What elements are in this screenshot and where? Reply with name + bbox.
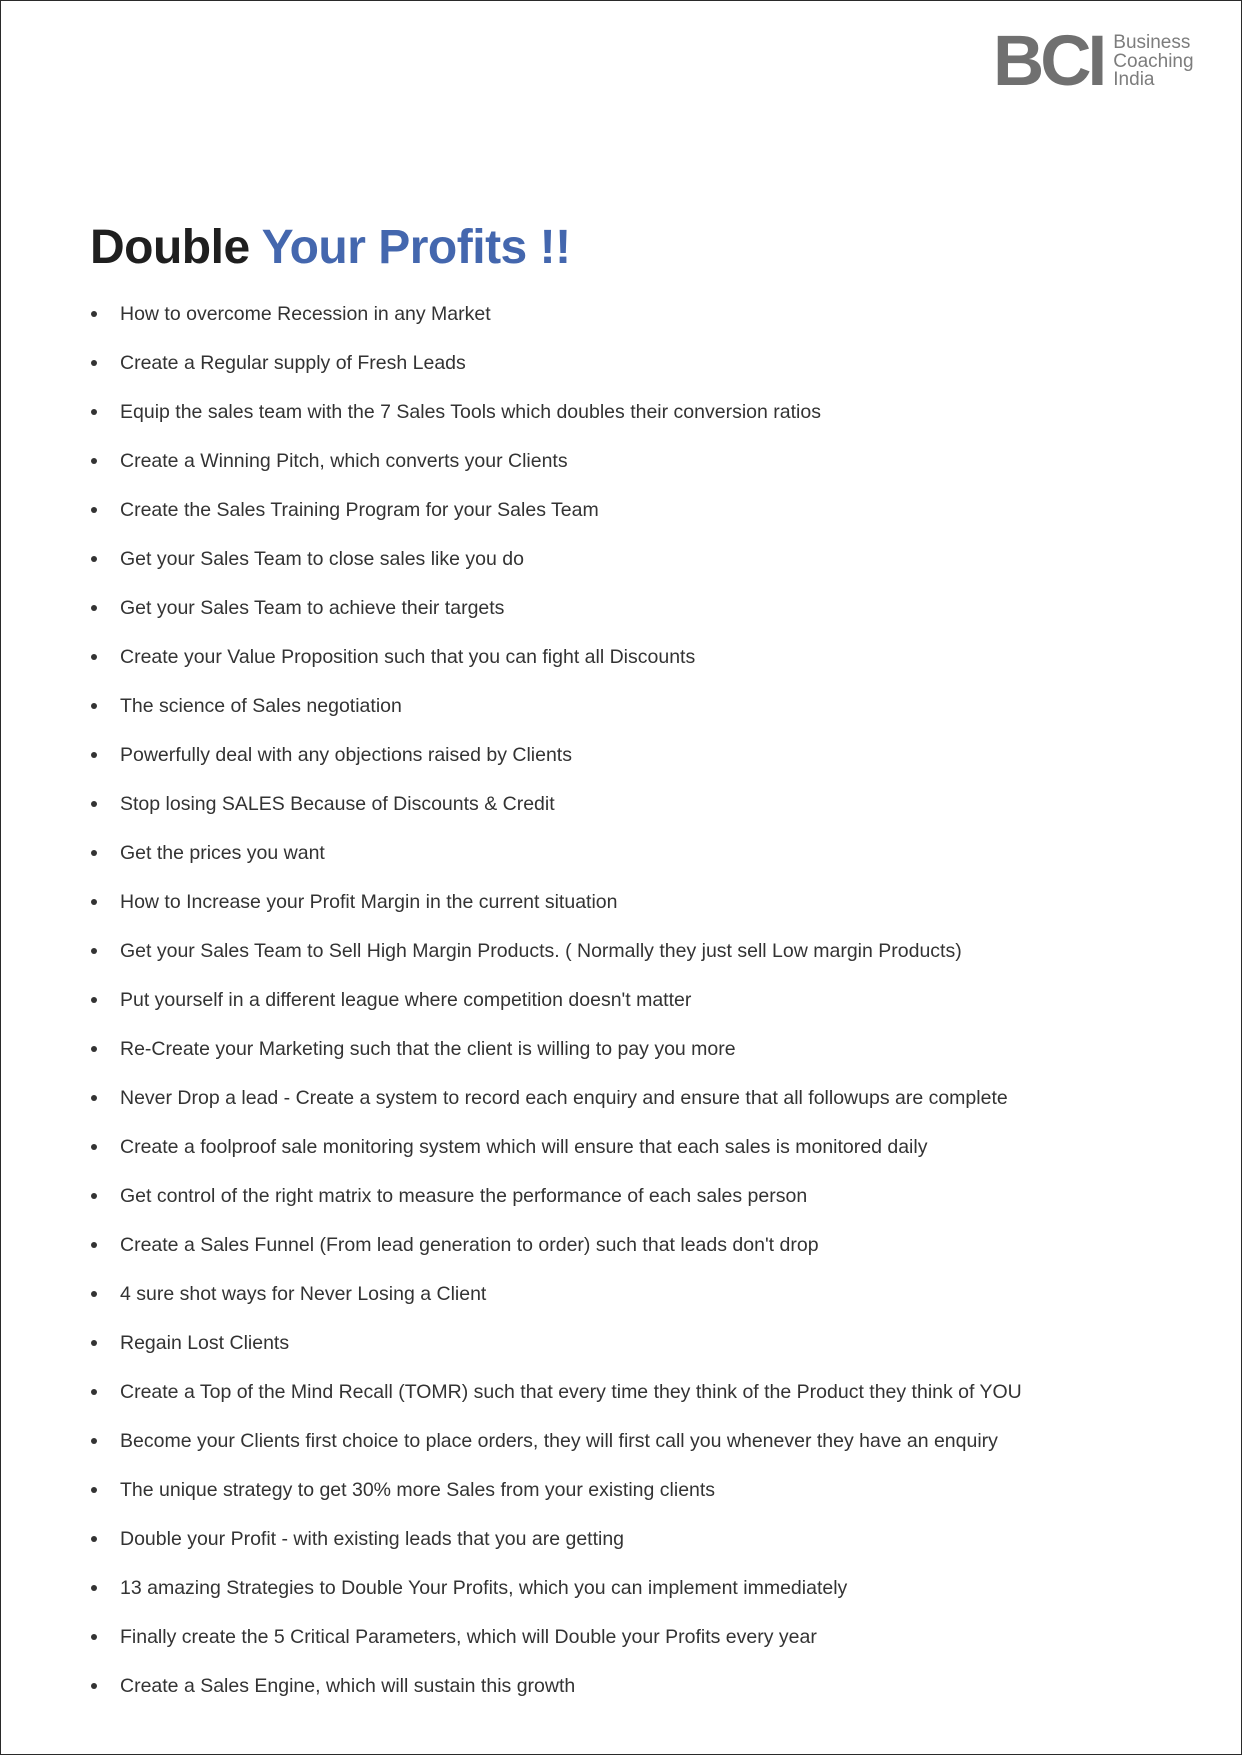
bullet-dot-icon — [91, 458, 97, 464]
list-item — [90, 1127, 1200, 1176]
bullet-dot-icon — [91, 1291, 97, 1297]
list-item — [90, 588, 1200, 637]
list-item-text: Get control of the right matrix to measure the performance of each sales person — [120, 1185, 808, 1207]
bullet-dot-icon — [91, 1242, 97, 1248]
page-title — [90, 218, 571, 278]
bullet-dot-icon — [91, 605, 97, 611]
list-item-text: Become your Clients first choice to place orders, they will first call you whenever they have an enquiry — [120, 1430, 998, 1452]
bullet-dot-icon — [91, 1144, 97, 1150]
title-lead: Double — [90, 221, 250, 274]
list-item — [90, 784, 1200, 833]
logo-mark: BCI — [993, 22, 1104, 101]
list-item-text: The unique strategy to get 30% more Sales from your existing clients — [120, 1479, 716, 1501]
bullet-dot-icon — [91, 899, 97, 905]
list-item — [90, 1372, 1200, 1421]
list-item — [90, 490, 1200, 539]
list-item — [90, 1519, 1200, 1568]
list-item-text: Create a foolproof sale monitoring system which will ensure that each sales is monitored daily — [120, 1136, 928, 1158]
list-item-text: 13 amazing Strategies to Double Your Profits, which you can implement immediately — [120, 1577, 848, 1599]
bullet-dot-icon — [91, 752, 97, 758]
bullet-dot-icon — [91, 311, 97, 317]
list-item-text: Create your Value Proposition such that you can fight all Discounts — [120, 646, 696, 668]
bullet-dot-icon — [91, 1095, 97, 1101]
list-item — [90, 735, 1200, 784]
list-item-text: Equip the sales team with the 7 Sales Tools which doubles their conversion ratios — [120, 401, 821, 423]
list-item — [90, 882, 1200, 931]
list-item-text: Create a Winning Pitch, which converts your Clients — [120, 450, 568, 472]
list-item-text: Double your Profit - with existing leads that you are getting — [120, 1528, 625, 1550]
list-item — [90, 1568, 1200, 1617]
list-item — [90, 294, 1200, 343]
bullet-dot-icon — [91, 1340, 97, 1346]
bullet-dot-icon — [91, 1438, 97, 1444]
logo-line-business: Business — [1113, 32, 1191, 54]
bullet-dot-icon — [91, 1487, 97, 1493]
bullet-dot-icon — [91, 1634, 97, 1640]
list-item-text: 4 sure shot ways for Never Losing a Client — [120, 1283, 487, 1305]
bullet-dot-icon — [91, 997, 97, 1003]
bullet-dot-icon — [91, 850, 97, 856]
list-item-text: Re-Create your Marketing such that the client is willing to pay you more — [120, 1038, 736, 1060]
logo-line-coaching: Coaching — [1113, 50, 1194, 72]
bullet-dot-icon — [91, 1193, 97, 1199]
bullet-dot-icon — [91, 703, 97, 709]
list-item-text: Powerfully deal with any objections raised by Clients — [120, 744, 572, 766]
logo-wordmark — [1113, 34, 1193, 90]
list-item — [90, 637, 1200, 686]
list-item-text: Regain Lost Clients — [120, 1332, 290, 1354]
logo-line-india: India — [1113, 69, 1155, 91]
bullet-dot-icon — [91, 507, 97, 513]
list-item-text: Never Drop a lead - Create a system to record each enquiry and ensure that all followups are complete — [120, 1087, 1008, 1109]
list-item — [90, 539, 1200, 588]
list-item — [90, 1666, 1200, 1715]
list-item — [90, 1225, 1200, 1274]
list-item-text: Create a Sales Engine, which will sustain this growth — [120, 1675, 576, 1697]
bullet-dot-icon — [91, 1536, 97, 1542]
list-item — [90, 1176, 1200, 1225]
list-item — [90, 1421, 1200, 1470]
list-item — [90, 1078, 1200, 1127]
list-item-text: Get your Sales Team to close sales like you do — [120, 548, 524, 570]
benefits-list — [90, 294, 1200, 1715]
list-item-text: Create a Regular supply of Fresh Leads — [120, 352, 466, 374]
list-item-text: Create a Sales Funnel (From lead generation to order) such that leads don't drop — [120, 1234, 819, 1256]
bullet-dot-icon — [91, 948, 97, 954]
list-item-text: Stop losing SALES Because of Discounts & Credit — [120, 793, 555, 815]
list-item-text: Get your Sales Team to Sell High Margin Products. ( Normally they just sell Low margin Products) — [120, 940, 962, 962]
list-item-text: Create the Sales Training Program for your Sales Team — [120, 499, 599, 521]
list-item — [90, 1323, 1200, 1372]
list-item-text: Get your Sales Team to achieve their targets — [120, 597, 505, 619]
bullet-dot-icon — [91, 654, 97, 660]
list-item-text: Create a Top of the Mind Recall (TOMR) such that every time they think of the Product they think of YOU — [120, 1381, 1022, 1403]
list-item-text: Get the prices you want — [120, 842, 325, 864]
bullet-dot-icon — [91, 1046, 97, 1052]
bullet-dot-icon — [91, 1389, 97, 1395]
list-item — [90, 1029, 1200, 1078]
list-item — [90, 833, 1200, 882]
list-item — [90, 392, 1200, 441]
list-item — [90, 1470, 1200, 1519]
list-item — [90, 686, 1200, 735]
bullet-dot-icon — [91, 1585, 97, 1591]
bci-logo — [993, 22, 1194, 101]
bullet-dot-icon — [91, 556, 97, 562]
list-item-text: How to Increase your Profit Margin in the current situation — [120, 891, 618, 913]
list-item — [90, 441, 1200, 490]
list-item — [90, 931, 1200, 980]
list-item-text: Finally create the 5 Critical Parameters, which will Double your Profits every year — [120, 1626, 817, 1648]
bullet-dot-icon — [91, 409, 97, 415]
list-item-text: How to overcome Recession in any Market — [120, 303, 491, 325]
bullet-dot-icon — [91, 360, 97, 366]
bullet-dot-icon — [91, 1683, 97, 1689]
list-item-text: The science of Sales negotiation — [120, 695, 402, 717]
list-item — [90, 980, 1200, 1029]
title-accent: Your Profits !! — [261, 221, 571, 274]
list-item — [90, 343, 1200, 392]
list-item — [90, 1617, 1200, 1666]
list-item — [90, 1274, 1200, 1323]
list-item-text: Put yourself in a different league where competition doesn't matter — [120, 989, 692, 1011]
bullet-dot-icon — [91, 801, 97, 807]
